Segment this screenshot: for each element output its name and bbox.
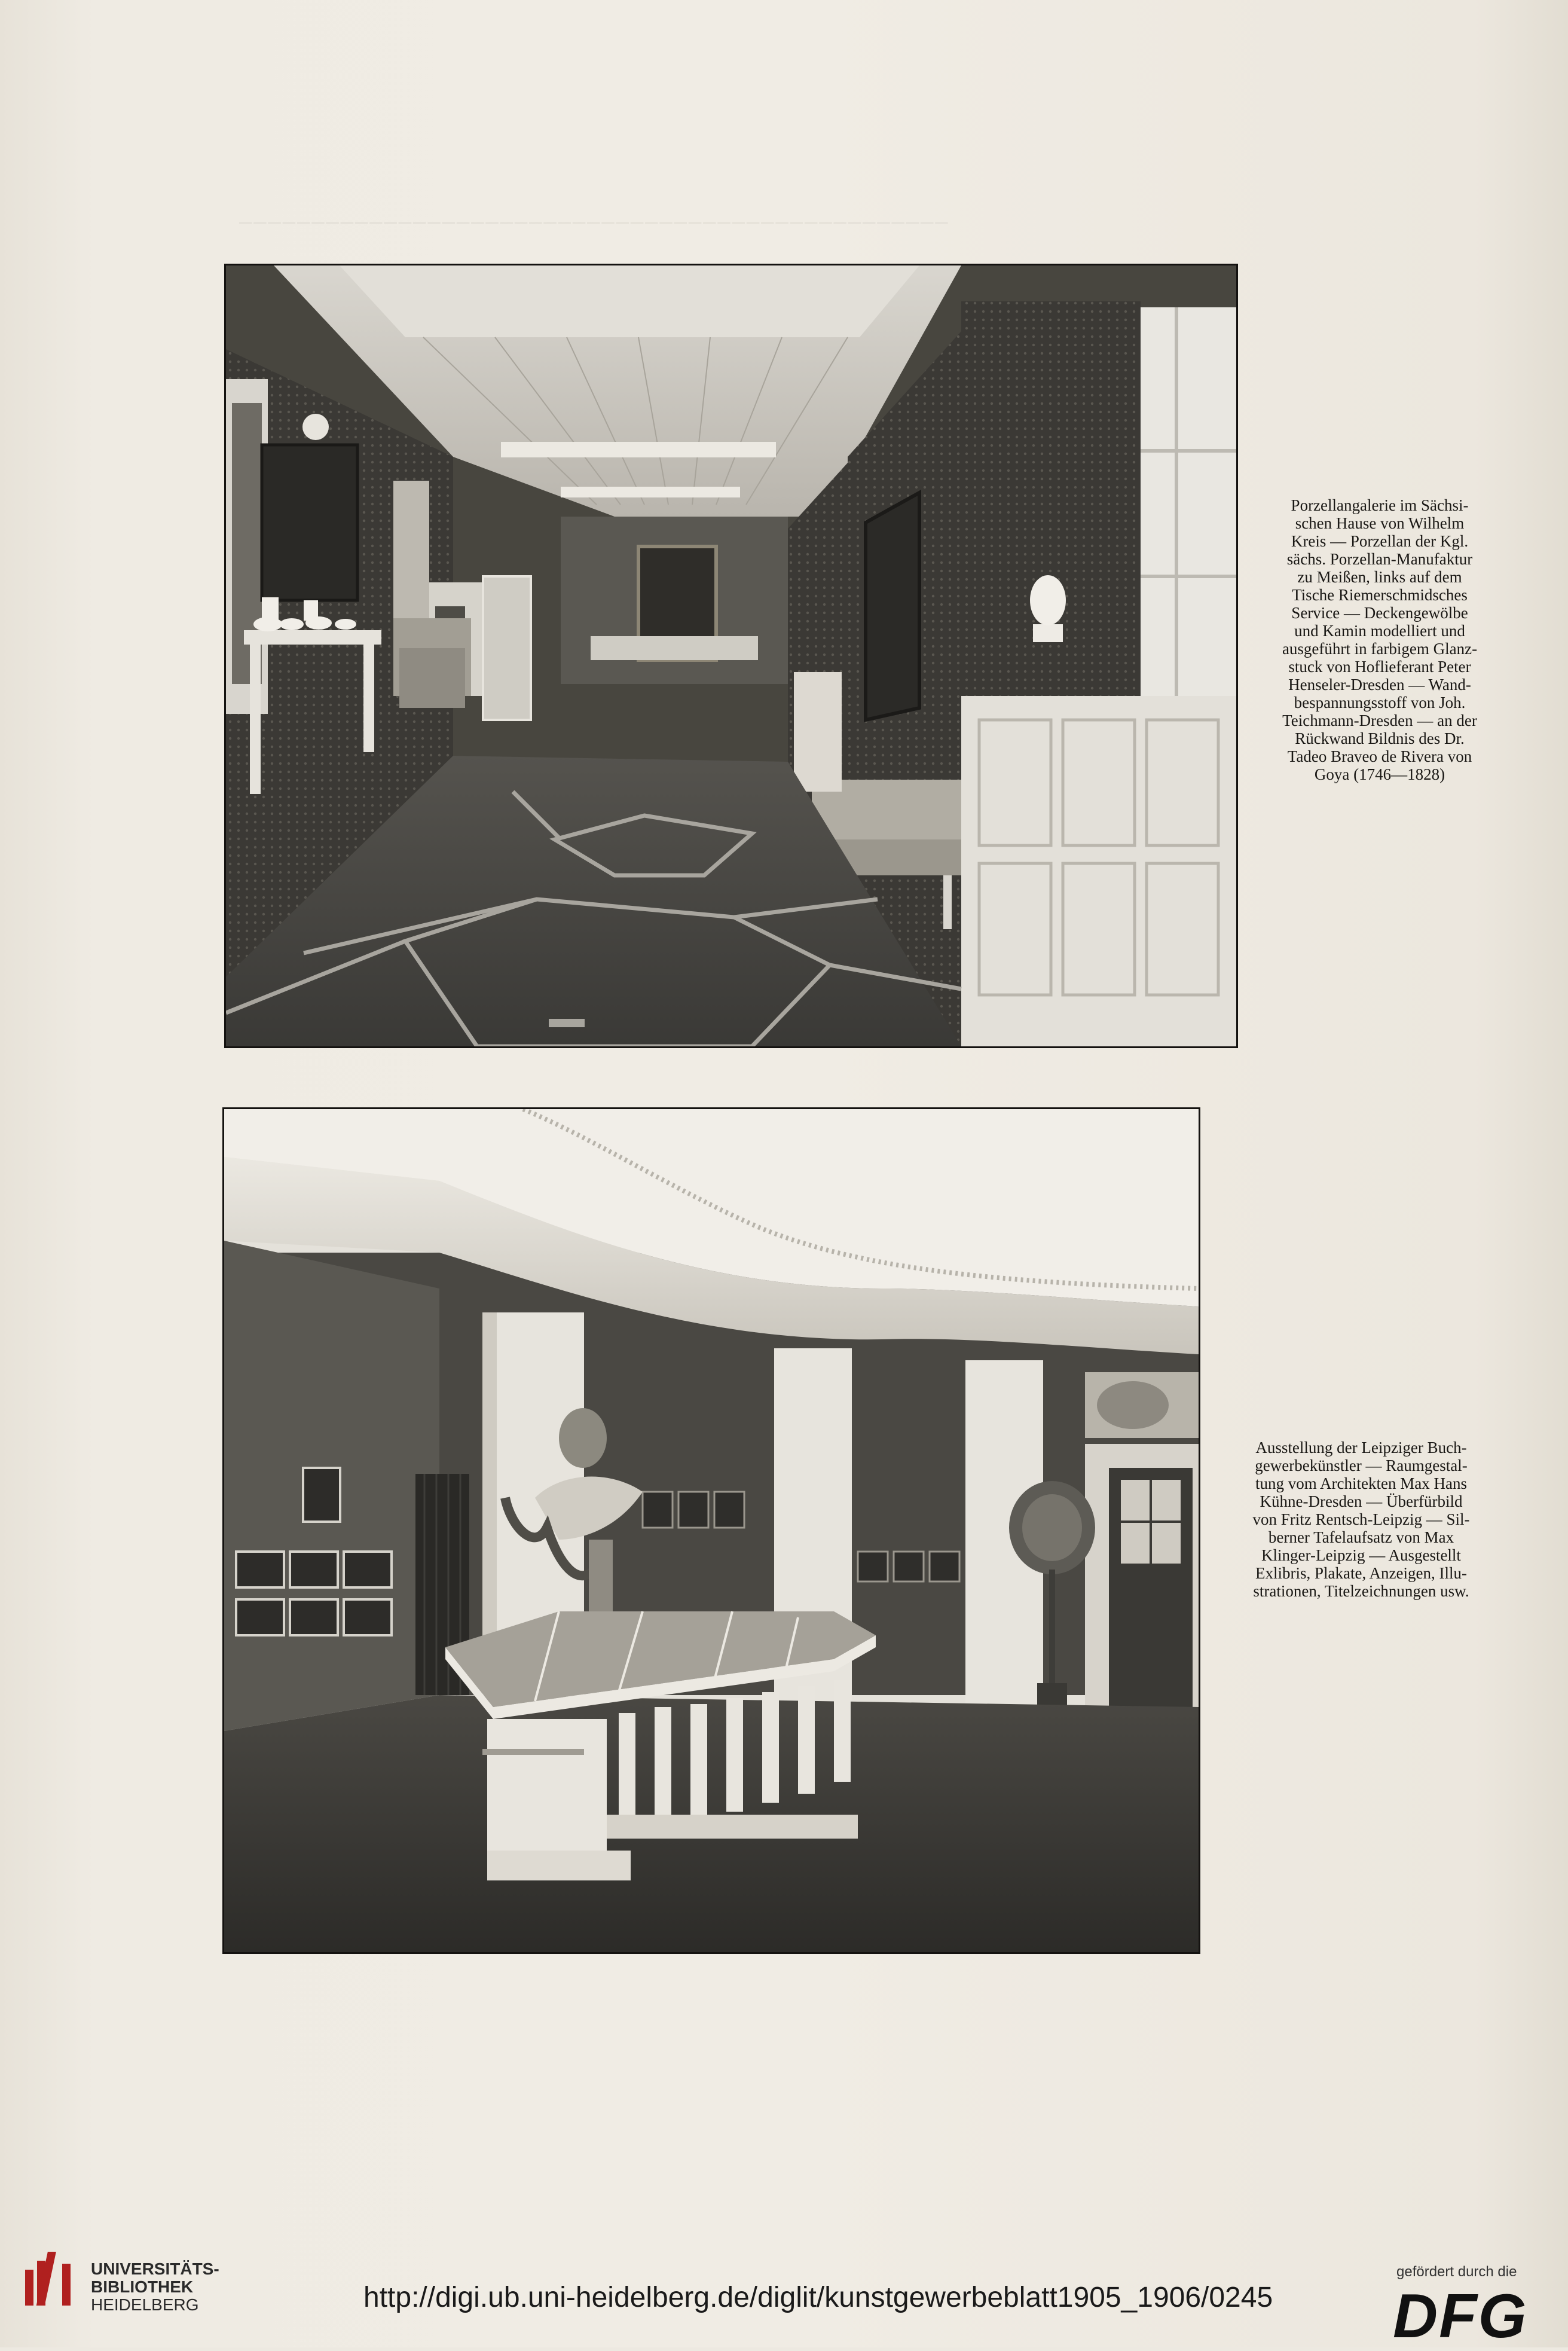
caption-line: Teichmann-Dresden — an der bbox=[1282, 712, 1477, 729]
caption-line: bespannungsstoff von Joh. bbox=[1294, 694, 1466, 712]
library-name-line: UNIVERSITÄTS- bbox=[91, 2260, 219, 2278]
caption-line: Henseler-Dresden — Wand- bbox=[1288, 676, 1471, 694]
caption-line: zu Meißen, links auf dem bbox=[1297, 568, 1462, 586]
photo-porcelain-gallery bbox=[224, 264, 1238, 1048]
caption-line: Service — Deckengewölbe bbox=[1291, 604, 1468, 622]
caption-line: Klinger-Leipzig — Ausgestellt bbox=[1261, 1546, 1461, 1564]
funding-credit: gefördert durch die bbox=[1396, 2264, 1517, 2280]
porcelain-gallery-illustration bbox=[226, 265, 1236, 1046]
permalink-url[interactable]: http://digi.ub.uni-heidelberg.de/diglit/kunstgewerbeblatt1905_1906/0245 bbox=[363, 2282, 1273, 2313]
caption-line: strationen, Titelzeichnungen usw. bbox=[1253, 1582, 1469, 1600]
caption-line: gewerbekünstler — Raumgestal- bbox=[1255, 1457, 1468, 1474]
caption-line: ausgeführt in farbigem Glanz- bbox=[1282, 640, 1478, 658]
caption-line: Kühne-Dresden — Überfürbild bbox=[1260, 1492, 1463, 1510]
caption-line: von Fritz Rentsch-Leipzig — Sil- bbox=[1252, 1510, 1470, 1528]
caption-line: berner Tafelaufsatz von Max bbox=[1268, 1528, 1454, 1546]
caption-line: tung vom Architekten Max Hans bbox=[1255, 1474, 1467, 1492]
caption-line: Tadeo Braveo de Rivera von bbox=[1287, 747, 1472, 765]
caption-line: Ausstellung der Leipziger Buch- bbox=[1255, 1439, 1467, 1457]
caption-line: Kreis — Porzellan der Kgl. bbox=[1291, 532, 1469, 550]
dfg-logo-icon: DFG bbox=[1393, 2282, 1528, 2351]
photo-exhibition-room bbox=[222, 1107, 1200, 1954]
bleed-through-header: ───────────────────────────────────────────────── bbox=[239, 213, 950, 233]
digitization-footer bbox=[0, 2230, 1568, 2351]
university-library-name bbox=[91, 2260, 219, 2314]
caption-line: Rückwand Bildnis des Dr. bbox=[1295, 729, 1465, 747]
library-name-line: BIBLIOTHEK bbox=[91, 2277, 194, 2296]
caption-line: Porzellangalerie im Sächsi- bbox=[1291, 496, 1469, 514]
caption-line: Tische Riemerschmidsches bbox=[1292, 586, 1468, 604]
caption-line: stuck von Hoflieferant Peter bbox=[1288, 658, 1471, 676]
exhibition-room-illustration bbox=[224, 1109, 1199, 1952]
university-library-logo-icon bbox=[19, 2246, 85, 2312]
caption-line: Goya (1746—1828) bbox=[1314, 765, 1445, 783]
caption-line: und Kamin modelliert und bbox=[1294, 622, 1465, 640]
caption-exhibition-room bbox=[1225, 1439, 1497, 1600]
caption-line: Exlibris, Plakate, Anzeigen, Illu- bbox=[1255, 1564, 1467, 1582]
library-name-line: HEIDELBERG bbox=[91, 2295, 199, 2314]
caption-line: schen Hause von Wilhelm bbox=[1295, 514, 1465, 532]
caption-porcelain-gallery bbox=[1263, 496, 1497, 783]
caption-line: sächs. Porzellan-Manufaktur bbox=[1286, 550, 1473, 568]
